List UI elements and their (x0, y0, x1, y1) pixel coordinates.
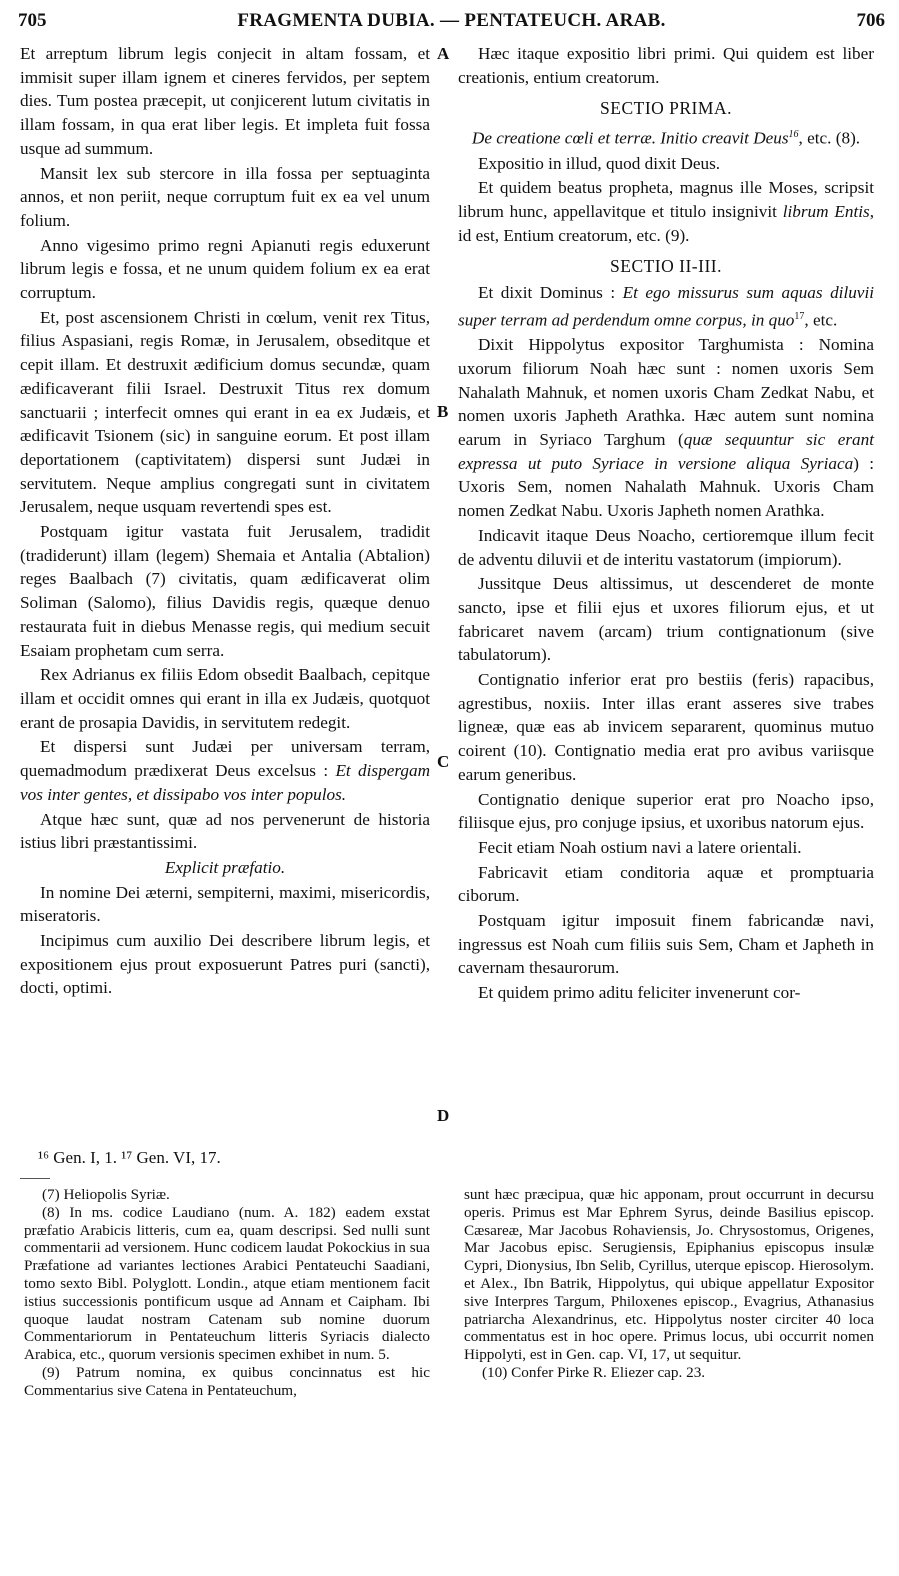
margin-letter-d: D (437, 1106, 450, 1125)
section-subheading (458, 123, 874, 150)
running-header (18, 10, 885, 36)
paragraph: Et arreptum librum legis conjecit in altam fossam, et immisit super illam ignem et cineres fervidos, per septem dies. Tum postea præcepit, ut conjicerent lutum civitatis in illam fossam, in qua erat liber legis. Et impleta fuit fossa usque ad summum. (20, 44, 430, 158)
paragraph: Mansit lex sub stercore in illa fossa per septuaginta annos, et non periit, neque corruptum fuit ex ea vel unum folium. (20, 163, 430, 230)
paragraph: Hæc itaque expositio libri primi. Qui quidem est liber creationis, entium creatorum. (458, 44, 874, 87)
paragraph-text: Dixit Hippolytus expositor Targhumista : Nomina uxorum filiorum Noah hæc sunt : nomen uxoris Sem Nahalath Mahnuk, et nomen uxoris Cham Zedkat Nabu, et nomen uxoris Japheth Arathka. Hæc autem sunt nomina earum in Syriaco Targhum ( (458, 335, 874, 450)
paragraph-text: Et dixit Dominus : (478, 283, 623, 303)
paragraph-text: ) : Uxoris Sem, nomen Nahalath Mahnuk. Uxoris Cham nomen Zedkat Nabu. Uxoris Japheth nomen Arathka. (458, 453, 874, 521)
margin-letter-b: B (437, 402, 449, 421)
margin-letter-a: A (437, 44, 450, 63)
note: (8) In ms. codice Laudiano (num. A. 182) eadem exstat præfatio Arabicis litteris, cum ea, quam descripsi. Sed nulli sunt commentarii ad versionem. Hunc codicem laudat Pokockius in sua Præfatione ad variantes lectiones Arabici Pentateuchi Saadiani, tomo sexto Bibl. Polyglott. Londin., atque etiam mentionem facit istius successionis pontificum usque ad Annam et Caipham. Ibi quoque laudat nostram Catenam sub nomine duorum Commentariorum in Pentateuchum litteris Syriacis dialecto Arabica, etc., quorum versionis specimen exhibet in num. 5. (24, 1203, 430, 1364)
notes-right (464, 1186, 874, 1382)
paragraph: Contignatio denique superior erat pro Noacho ipso, filiisque ejus, pro conjuge ipsius, et uxoribus natorum ejus. (458, 789, 874, 833)
note: (7) Heliopolis Syriæ. (42, 1186, 170, 1203)
note: (10) Confer Pirke R. Eliezer cap. 23. (482, 1363, 706, 1381)
paragraph (458, 281, 874, 332)
section-subheading-text: De creatione cœli et terræ. Initio creavit Deus (471, 128, 789, 148)
paragraph: Et, post ascensionem Christi in cœlum, venit rex Titus, filius Aspasiani, regis Romæ, in Jerusalem, obseditque et cepit illam. Et destruxit ædificium domus secundæ, quam ædificaverant filii Israel. Destruxit Titus rex domum sanctuarii ; interfecit omnes qui erant in ea ex Judæis, et ædificavit Tsionem (sic) in sanguine eorum. Et post illam deportationem (captivitatem) dispersi sunt Judæi in servitutem. Neque amplius congregati sunt in civitatem Jerusalem, neque usquam revertendi spes est. (20, 307, 430, 517)
italic-text: quæ sequuntur sic erant expressa ut puto Syriace in versione aliqua Syriaca (458, 430, 874, 473)
paragraph: Rex Adrianus ex filiis Edom obsedit Baalbach, cepitque illam et occidit omnes qui erant in illa ex Judæis, quotquot erant de prosapia Davidis, in servitutem redegit. (20, 665, 430, 732)
paragraph: Contignatio inferior erat pro bestiis (feris) rapacibus, agrestibus, noxiis. Inter illas erant asseres sive trabes ligneæ, quæ eas ab invicem separarent, quominus mutuo coirent (10). Contignatio media erat pro avibus variisque earum generibus. (458, 670, 874, 784)
running-title: FRAGMENTA DUBIA. — PENTATEUCH. ARAB. (237, 10, 666, 31)
paragraph (458, 333, 874, 523)
left-column (20, 42, 430, 1000)
explicit-text: Explicit præfatio. (164, 857, 286, 877)
scripture-quote: Et dispergam vos inter gentes, et dissipabo vos inter populos. (20, 761, 430, 804)
paragraph: Expositio in illud, quod dixit Deus. (478, 153, 721, 173)
explicit-line (20, 856, 430, 880)
paragraph: Indicavit itaque Deus Noacho, certioremque illum fecit de adventu diluvii et de interitu vastatorum (impiorum). (458, 525, 874, 569)
paragraph-text: Et quidem beatus propheta, magnus ille Moses, scripsit librum hunc, appellavitque et titulo insignivit (458, 178, 874, 221)
section-subheading-end: , etc. (8). (798, 128, 861, 148)
footnote-rule (20, 1178, 50, 1179)
note: sunt hæc præcipua, quæ hic apponam, prout occurrunt in decursu operis. Primus est Mar Ephrem Syrus, deinde Basilius episcop. Cæsareæ, Mar Jacobus Rohaviensis, Jo. Chrysostomus, Origenes, Mar Jacobus episc. Serugiensis, Epiphanius episcopus insulæ Cypri, Dionysius, Ibn Selib, Cyrillus, uterque episcop. Hierosolym. et Alex., Ibn Batrik, Hippolytus, qui ubique appellatur Expositor sive Interpres Targum, Philoxenes episcop., Evagrius, Athanasius patriarcha Alexandrinus, etc. Hippolytus noster circiter 40 loca commentatus est in hoc opere. Primus locus, ubi occurrit nomen Hippolyti, est in Gen. cap. VI, 17, ut sequitur. (464, 1186, 874, 1364)
footnote-marker: 16 (788, 129, 799, 141)
paragraph: Jussitque Deus altissimus, ut descenderet de monte sancto, ipse et filii ejus et uxores filiorum ejus, et ut fabricaret navem (arcam) trium contignationum (sive tabulatorum). (458, 574, 874, 665)
scripture-quote: Et ego missurus sum aquas diluvii super terram ad perdendum omne corpus, in quo (458, 283, 874, 330)
paragraph: Incipimus cum auxilio Dei describere librum legis, et expositionem ejus prout exposuerunt Patres puri (sancti), docti, optimi. (20, 931, 430, 998)
paragraph: Postquam igitur imposuit finem fabricandæ navi, ingressus est Noah cum filiis suis Sem, Cham et Japheth in cavernam thesaurorum. (458, 911, 874, 978)
paragraph: Fabricavit etiam conditoria aquæ et promptuaria ciborum. (458, 862, 874, 906)
paragraph (20, 735, 430, 806)
paragraph: Fecit etiam Noah ostium navi a latere orientali. (478, 837, 802, 857)
note: (9) Patrum nomina, ex quibus concinnatus est hic Commentarius sive Catena in Pentateuchum, (24, 1363, 430, 1399)
footnote-marker: 17 (794, 310, 805, 322)
paragraph: In nomine Dei æterni, sempiterni, maximi, misericordis, miseratoris. (20, 882, 430, 926)
section-heading: SECTIO PRIMA. (600, 98, 732, 119)
italic-text: librum Entis (782, 201, 870, 221)
page-number-right: 706 (856, 10, 885, 31)
margin-letter-c: C (437, 752, 450, 771)
footnote-references: ¹⁶ Gen. I, 1. ¹⁷ Gen. VI, 17. (38, 1148, 221, 1167)
paragraph-text: Et dispersi sunt Judæi per universam terram, quemadmodum prædixerat Deus excelsus : (20, 737, 430, 781)
right-column (458, 42, 874, 1005)
page-number-left: 705 (18, 10, 47, 31)
paragraph: Atque hæc sunt, quæ ad nos pervenerunt de historia istius libri præstantissimi. (20, 809, 430, 853)
paragraph (458, 176, 874, 247)
section-heading: SECTIO II-III. (610, 256, 722, 277)
paragraph: Et quidem primo aditu feliciter invenerunt cor- (478, 983, 801, 1003)
paragraph: Postquam igitur vastata fuit Jerusalem, tradidit (tradiderunt) illam (legem) Shemaia et Antalia (Abtalion) reges Baalbach (7) civitatis, quam ædificaverat olim Soliman (Salomo), filius Davidis regis, quæque denuo restaurata fuit in diebus Menasse regis, qui medium secuit Esaiam prophetam cum serra. (20, 522, 430, 660)
paragraph-text: , id est, Entium creatorum, etc. (9). (458, 201, 874, 245)
paragraph-text: , etc. (804, 310, 838, 330)
notes-left (24, 1186, 430, 1400)
paragraph: Anno vigesimo primo regni Apianuti regis eduxerunt librum legis e fossa, et ne unum quidem folium ex ea erat corruptum. (20, 235, 430, 303)
